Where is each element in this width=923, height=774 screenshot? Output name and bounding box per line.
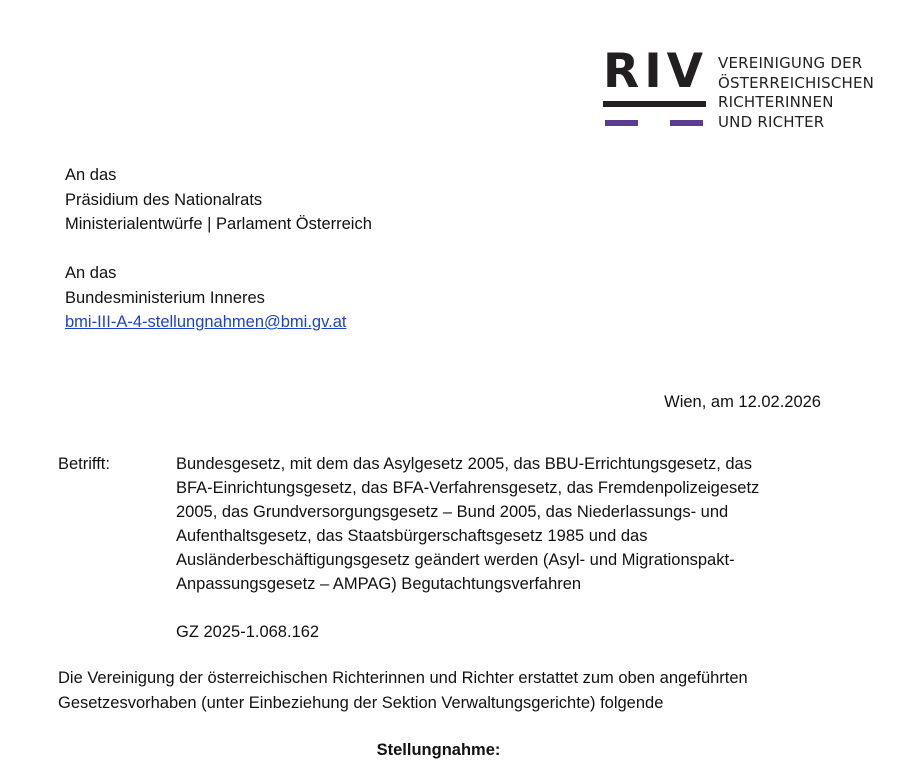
riv-logo-mark [603,44,709,130]
logo-line: VEREINIGUNG DER [718,54,863,72]
subject-line: Bundesgesetz, mit dem das Asylgesetz 2005, das BBU-Errichtungsgesetz, das [176,455,752,473]
logo-black-bar [603,101,706,107]
address-line: Präsidium des Nationalrats [65,190,263,209]
address-line: An das [65,166,117,184]
address-line: An das [65,264,117,282]
logo-organization-name [718,54,874,132]
logo-line: UND RICHTER [718,112,825,131]
reference-number: GZ 2025-1.068.162 [176,623,320,641]
subject-label: Betrifft: [58,455,110,473]
subject-line: 2005, das Grundversorgungsgesetz – Bund 2005, das Niederlassungs- und [176,503,729,521]
intro-line: Gesetzesvorhaben (unter Einbeziehung der Sektion Verwaltungsgerichte) folgende [58,693,664,712]
recipient-address-parliament [65,163,372,237]
address-line: Bundesministerium Inneres [65,288,265,307]
address-line: Ministerialentwürfe | Parlament Österreich [65,215,372,233]
recipient-address-ministry [65,261,346,335]
letter-date: Wien, am 12.02.2026 [664,393,821,411]
subject-line: Aufenthaltsgesetz, das Staatsbürgerschaftsgesetz 1985 und das [176,527,648,545]
subject-line: BFA-Einrichtungsgesetz, das BFA-Verfahrensgesetz, das Fremdenpolizeigesetz [176,479,760,497]
email-link[interactable]: bmi-III-A-4-stellungnahmen@bmi.gv.at [65,313,347,331]
logo-line: ÖSTERREICHISCHEN [718,73,875,92]
logo-abbreviation: RIV [603,44,709,99]
logo-purple-bar-left [605,120,638,126]
intro-line: Die Vereinigung der österreichischen Richterinnen und Richter erstattet zum oben angeführten [58,669,748,687]
logo-purple-bar-right [670,120,703,126]
intro-paragraph [58,666,748,715]
subject-text [176,452,759,596]
riv-logo [603,44,903,134]
statement-heading: Stellungnahme: [376,741,501,759]
subject-line: Anpassungsgesetz – AMPAG) Begutachtungsverfahren [176,575,582,593]
subject-line: Ausländerbeschäftigungsgesetz geändert werden (Asyl- und Migrationspakt- [176,551,735,569]
logo-line: RICHTERINNEN [718,93,834,111]
